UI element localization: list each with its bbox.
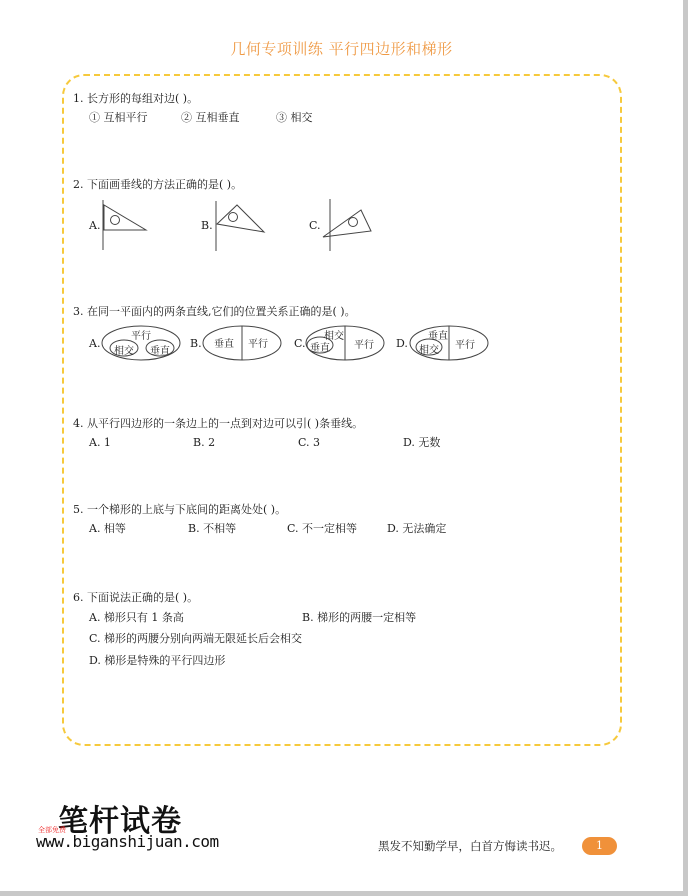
q3c-inner-label: 垂直	[310, 343, 330, 354]
q3-option-d-label: D.	[396, 337, 408, 350]
q3b-right-label: 平行	[248, 339, 268, 350]
question-number: 2.	[73, 178, 84, 191]
q3d-inner-label: 相交	[419, 345, 439, 356]
q4-option-a: A. 1	[89, 436, 111, 449]
q2-option-a: A.	[89, 219, 101, 232]
q3a-inner-label-1: 相交	[114, 346, 134, 357]
question-text: 下面说法正确的是( )。	[87, 591, 199, 604]
q4-option-c: C. 3	[298, 436, 321, 449]
question-6	[73, 591, 198, 605]
q6-option-a: A. 梯形只有 1 条高	[89, 611, 184, 624]
q3-option-b-label: B.	[190, 337, 202, 350]
site-logo-text: 笔杆试卷	[58, 804, 182, 839]
q5-option-d: D. 无法确定	[387, 522, 447, 535]
q2-option-c: C.	[309, 219, 321, 232]
q6-option-c: C. 梯形的两腰分别向两端无限延长后会相交	[89, 632, 303, 645]
q3-option-a-label: A.	[89, 337, 101, 350]
question-text: 在同一平面内的两条直线,它们的位置关系正确的是( )。	[87, 305, 356, 318]
q1-option-2: ② 互相垂直	[181, 111, 240, 124]
question-number: 5.	[73, 503, 84, 516]
q3-option-c-label: C.	[294, 337, 306, 350]
question-number: 6.	[73, 591, 84, 604]
question-text: 下面画垂线的方法正确的是( )。	[87, 178, 243, 191]
q1-option-1: ① 互相平行	[89, 111, 148, 124]
q4-option-d: D. 无数	[403, 436, 441, 449]
question-number: 4.	[73, 417, 84, 430]
page-title: 几何专项训练 平行四边形和梯形	[230, 40, 453, 58]
q6-option-d: D. 梯形是特殊的平行四边形	[89, 654, 226, 667]
q3a-outer-label: 平行	[131, 331, 151, 342]
footer-motto: 黑发不知勤学早，白首方悔读书迟。	[378, 839, 562, 853]
q2-option-b: B.	[201, 219, 213, 232]
q5-option-a: A. 相等	[89, 522, 126, 535]
q6-option-b: B. 梯形的两腰一定相等	[302, 611, 417, 624]
q5-option-c: C. 不一定相等	[287, 522, 358, 535]
question-5	[73, 503, 286, 517]
q3d-right-label: 平行	[455, 340, 475, 351]
question-text: 从平行四边形的一条边上的一点到对边可以引( )条垂线。	[87, 417, 364, 430]
q3d-outer-label: 垂直	[428, 331, 448, 342]
q3b-left-label: 垂直	[214, 339, 234, 350]
q3c-right-label: 平行	[354, 340, 374, 351]
question-number: 3.	[73, 305, 84, 318]
page-number-badge: 1	[582, 837, 617, 855]
q1-option-3: ③ 相交	[276, 111, 313, 124]
question-4	[73, 417, 363, 431]
q3c-outer-label: 相交	[324, 331, 344, 342]
q3-venn-diagrams	[0, 0, 683, 380]
q3a-inner-label-2: 垂直	[150, 346, 170, 357]
question-text: 一个梯形的上底与下底间的距离处处( )。	[87, 503, 287, 516]
question-text: 长方形的每组对边( )。	[87, 92, 199, 105]
site-url: www.biganshijuan.com	[36, 832, 219, 851]
q5-option-b: B. 不相等	[188, 522, 237, 535]
site-logo-tag: 全部免费	[38, 826, 66, 834]
question-number: 1.	[73, 92, 84, 105]
q4-option-b: B. 2	[193, 436, 216, 449]
